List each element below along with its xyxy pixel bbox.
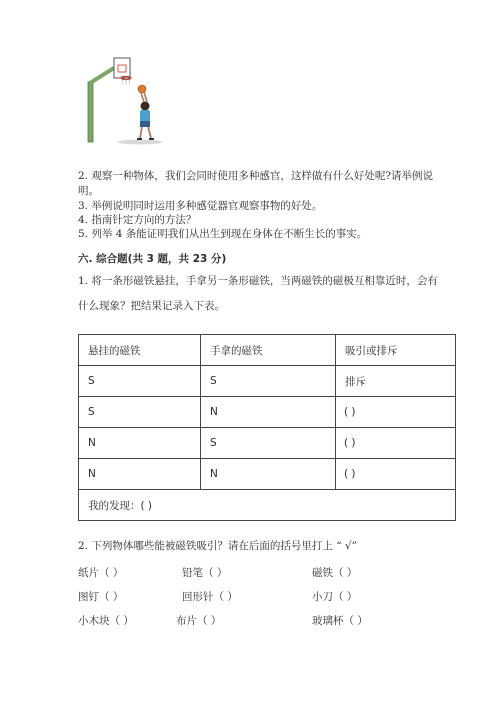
table-cell: N: [201, 459, 336, 490]
header-handheld-magnet: 手拿的磁铁: [201, 335, 336, 366]
basketball-hoop-illustration: [78, 56, 170, 146]
item-paperclip[interactable]: 回形针（ ）: [182, 591, 238, 603]
table-header-row: [79, 335, 456, 366]
question-3: 3. 举例说明同时运用多种感觉器官观察事物的好处。: [78, 200, 323, 212]
question-6-1-line2: 什么现象？把结果记录入下表。: [78, 300, 225, 312]
answer-blank[interactable]: ( ): [336, 428, 456, 459]
item-paper[interactable]: 纸片（ ）: [78, 567, 124, 579]
item-knife[interactable]: 小刀（ ）: [312, 591, 358, 603]
answer-blank[interactable]: ( ): [336, 459, 456, 490]
table-row: [79, 459, 456, 490]
table-cell: S: [201, 428, 336, 459]
item-pencil[interactable]: 铅笔（ ）: [182, 567, 228, 579]
question-5: 5. 列举 4 条能证明我们从出生到现在身体在不断生长的事实。: [78, 228, 368, 240]
question-2-line2: 明。: [78, 185, 99, 197]
header-hanging-magnet: 悬挂的磁铁: [79, 335, 201, 366]
table-cell: N: [79, 459, 201, 490]
question-4: 4. 指南针定方向的方法？: [78, 214, 197, 226]
magnet-result-table: [78, 334, 456, 521]
table-cell: N: [79, 428, 201, 459]
table-row: [79, 366, 456, 397]
table-cell: S: [79, 397, 201, 428]
table-cell: N: [201, 397, 336, 428]
item-cloth[interactable]: 布片（ ）: [176, 615, 222, 627]
question-2-line1: 2. 观察一种物体，我们会同时使用多种感官，这样做有什么好处呢?请举例说: [78, 170, 433, 182]
item-wood-block[interactable]: 小木块（ ）: [78, 615, 134, 627]
table-cell: S: [79, 366, 201, 397]
section-6-title: 六. 综合题(共 3 题，共 23 分): [78, 253, 227, 265]
item-magnet[interactable]: 磁铁（ ）: [312, 567, 358, 579]
table-cell: S: [201, 366, 336, 397]
table-row: [79, 428, 456, 459]
answer-blank[interactable]: ( ): [336, 397, 456, 428]
item-glass-cup[interactable]: 玻璃杯（ ）: [312, 615, 368, 627]
table-finding-row: [79, 490, 456, 521]
table-row: [79, 397, 456, 428]
item-pushpin[interactable]: 图钉（ ）: [78, 591, 124, 603]
question-6-2-prompt: 2. 下列物体哪些能被磁铁吸引？请在后面的括号里打上 “ √”: [78, 540, 357, 552]
table-cell: 排斥: [336, 366, 456, 397]
question-6-1-line1: 1. 将一条形磁铁悬挂，手拿另一条形磁铁，当两磁铁的磁极互相靠近时，会有: [78, 275, 438, 287]
header-attract-or-repel: 吸引或排斥: [336, 335, 456, 366]
finding-cell[interactable]: 我的发现：( ): [79, 490, 456, 521]
